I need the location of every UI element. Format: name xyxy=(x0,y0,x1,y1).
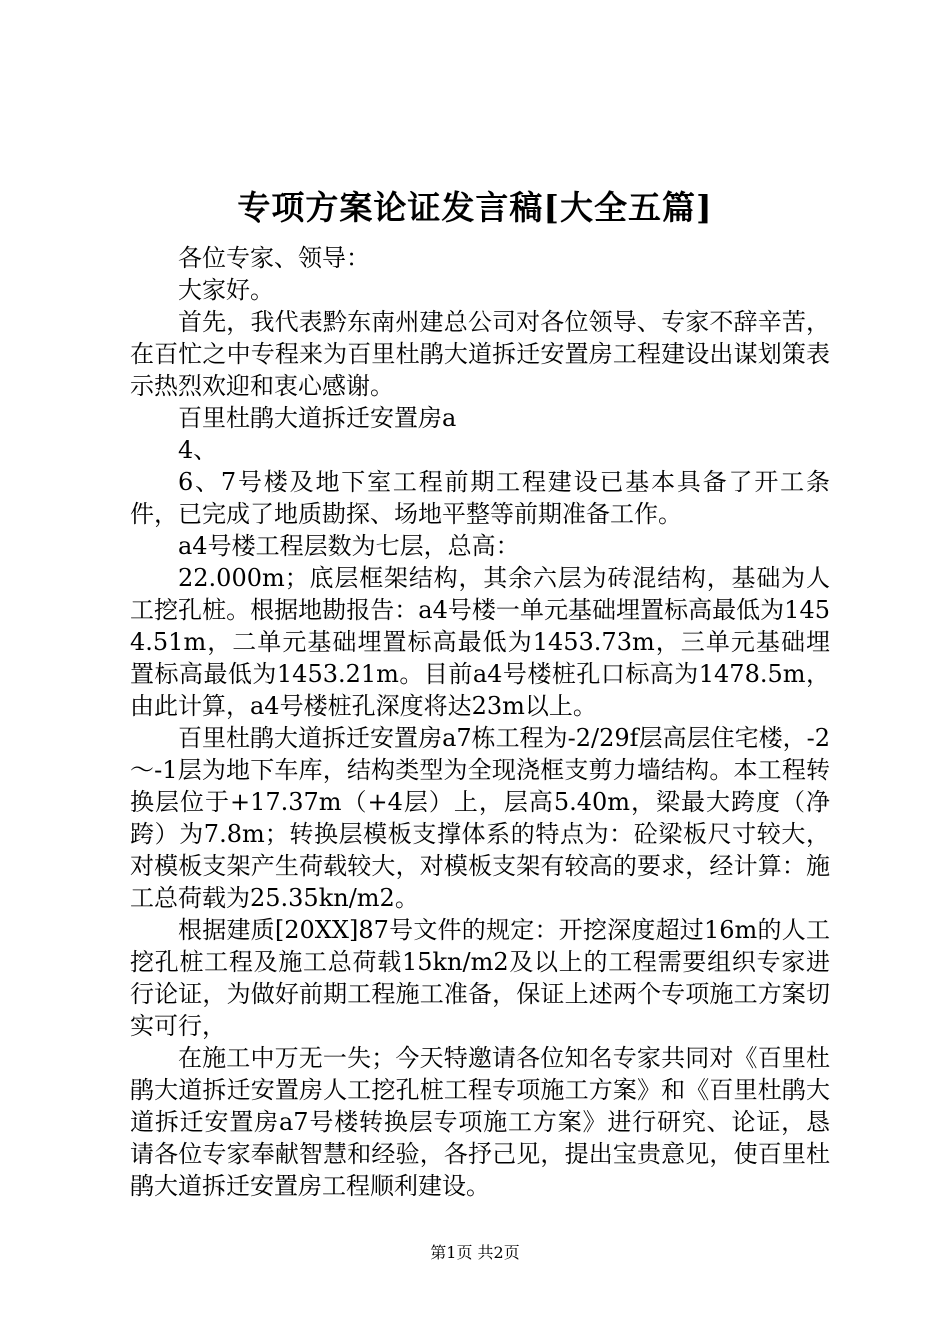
document-body xyxy=(130,242,830,1202)
paragraph-a4-foundation: 22.000m；底层框架结构，其余六层为砖混结构，基础为人工挖孔桩。根据地勘报告：a4号楼一单元基础埋置标高最低为1454.51m，二单元基础埋置标高最低为1453.73m，三单元基础埋置标高最低为1453.21m。目前a4号楼桩孔口标高为1478.5m，由此计算，a4号楼桩孔深度将达23m以上。 xyxy=(130,564,830,720)
paragraph-regulation: 根据建质[20XX]87号文件的规定：开挖深度超过16m的人工挖孔桩工程及施工总荷载15kn/m2及以上的工程需要组织专家进行论证，为做好前期工程施工准备，保证上述两个专项施工方案切实可行， xyxy=(130,916,830,1040)
document-title: 专项方案论证发言稿[大全五篇] xyxy=(237,188,713,227)
page-footer: 第1页 共2页 xyxy=(430,1243,520,1262)
paragraph-preparation: 6、7号楼及地下室工程前期工程建设已基本具备了开工条件，已完成了地质勘探、场地平整等前期准备工作。 xyxy=(130,468,830,528)
paragraph-closing: 在施工中万无一失；今天特邀请各位知名专家共同对《百里杜鹃大道拆迁安置房人工挖孔桩工程专项施工方案》和《百里杜鹃大道拆迁安置房a7号楼转换层专项施工方案》进行研究、论证，恳请各位专家奉献智慧和经验，各抒己见，提出宝贵意见，使百里杜鹃大道拆迁安置房工程顺利建设。 xyxy=(130,1044,830,1200)
paragraph-welcome: 首先，我代表黔东南州建总公司对各位领导、专家不辞辛苦，在百忙之中专程来为百里杜鹃大道拆迁安置房工程建设出谋划策表示热烈欢迎和衷心感谢。 xyxy=(130,308,830,400)
paragraph-building-number: 4、 xyxy=(178,436,218,464)
paragraph-hello: 大家好。 xyxy=(178,276,274,304)
paragraph-a4-floors: a4号楼工程层数为七层，总高： xyxy=(178,532,520,560)
paragraph-greeting: 各位专家、领导： xyxy=(178,244,370,272)
paragraph-a7-structure: 百里杜鹃大道拆迁安置房a7栋工程为-2/29f层高层住宅楼，-2～-1层为地下车库，结构类型为全现浇框支剪力墙结构。本工程转换层位于+17.37m（+4层）上，层高5.40m，梁最大跨度（净跨）为7.8m；转换层模板支撑体系的特点为：砼梁板尺寸较大，对模板支架产生荷载较大，对模板支架有较高的要求，经计算：施工总荷载为25.35kn/m2。 xyxy=(130,724,830,912)
paragraph-project-name: 百里杜鹃大道拆迁安置房a xyxy=(178,404,457,432)
